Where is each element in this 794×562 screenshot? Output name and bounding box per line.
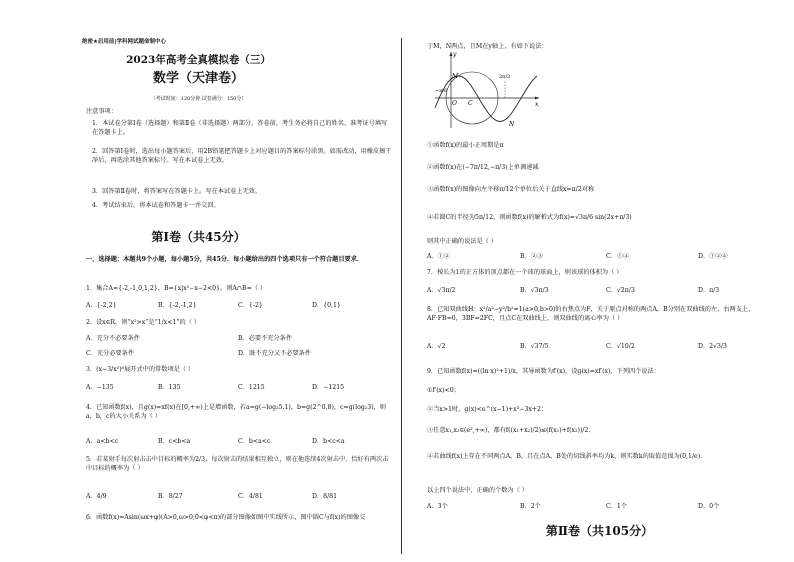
question-3-option-d: D．−1215 (312, 384, 345, 391)
label-n: N (509, 121, 515, 128)
label-o: O (452, 100, 457, 107)
question-7-stem: 7．棱长为1的正方体的顶点都在一个球的球面上，则该球的体积为（ ） (427, 269, 623, 276)
question-5-option-c: C．4/81 (238, 493, 263, 500)
part2-title: 第Ⅱ卷（共105分） (545, 524, 654, 538)
question-2-option-a: A．充分不必要条件 (86, 335, 140, 342)
question-5-option-d: D．8/81 (312, 493, 338, 500)
part1-title: 第Ⅰ卷（共45分） (151, 230, 246, 244)
question-6-stem: 6．函数f(x)=Asin(ωx+φ)(A>0,ω>0,0<φ<π)的部分图像如图中实线所示，图中圆C与f(x)的图像交 (86, 514, 366, 521)
question-3-option-a: A．−135 (86, 384, 114, 391)
question-9-option-c: C．1个 (606, 503, 628, 510)
question-2-option-d: D．既不充分又不必要条件 (238, 350, 312, 357)
question-6-continuation: 于M，N两点，且M在y轴上，有如下说法： (427, 43, 548, 50)
label-m: M (452, 73, 459, 80)
question-1-option-c: C．{-2} (238, 302, 263, 309)
notice-item-1: 1．本试卷分第Ⅰ卷（选择题）和第Ⅱ卷（非选择题）两部分。答卷前，考生务必将自己的姓名、准考证号填写在答题卡上。 (92, 120, 388, 136)
q6-item-4: ④若圆C的半径为5π/12，则函数f(x)的解析式为f(x)=√3π/6 sin(2x+π/3) (427, 214, 632, 221)
label-2pi-3: 2π/3 (499, 74, 511, 80)
exam-meta: （考试时间：120分钟 试卷满分：150分） (150, 96, 247, 102)
question-7-option-d: D．π/3 (698, 287, 720, 294)
question-2-option-c: C．充分必要条件 (86, 350, 135, 357)
q6-item-1: ①函数f(x)的最小正周期是π (427, 142, 504, 149)
notice-item-3: 3．回答第Ⅱ卷时，将答案写在答题卡上。写在本试卷上无效。 (92, 188, 262, 195)
question-7-option-b: B．√3π/3 (520, 287, 549, 294)
label-neg-pi-6: −π/6 (435, 88, 448, 94)
question-8-option-d: D．2√3/3 (698, 343, 727, 350)
q9-item-1: ①f′(x)<0； (427, 387, 460, 394)
question-2-option-b: B．必要不充分条件 (238, 335, 293, 342)
question-9-stem: 9．已知函数f(x)=((ln x)²+1)/x，其导函数为f′(x)，设g(x)=xf′(x)，下列四个说法： (427, 368, 660, 375)
question-1-option-b: B．{-2,-1,2} (158, 302, 197, 309)
question-4-option-b: B．c<b<a (158, 438, 191, 445)
q6-option-b: B．②③ (520, 253, 544, 260)
question-5-stem: 5．若某射手每次射击击中目标的概率为2/3，每次射击的结果相互独立，则在他连续4次射击中，恰好有两次击中目标的概率为（ ） (86, 456, 389, 472)
sine-curve (435, 76, 537, 122)
question-1-option-a: A．{-2,2} (86, 302, 117, 309)
question-9-option-a: A．3个 (427, 503, 448, 510)
question-7-option-c: C．√2π/3 (606, 287, 635, 294)
q6-tail: 则其中正确的说法是（ ） (427, 238, 498, 245)
question-7-option-a: A．√3π/2 (427, 287, 456, 294)
q9-item-2: ②当x>1时，g(x)<e^(x−1)+x³−3x+2； (427, 406, 548, 413)
label-c: C (468, 100, 473, 107)
question-2-stem: 2．设x∈R，则“x²>x”是“1/x<1”的（ ） (86, 319, 201, 326)
x-axis-arrow (535, 97, 539, 100)
q6-option-a: A．①② (427, 253, 451, 260)
column-divider (401, 38, 402, 554)
part1-intro: 一、选择题：本题共9个小题，每小题5分，共45分．每小题给出的四个选项只有一个符合题目要求． (86, 256, 364, 263)
q6-item-3: ③函数f(x)的图像向左平移π/12个单位后关于直线x=π/2对称 (427, 186, 595, 193)
q6-option-d: D．①②④ (698, 253, 728, 260)
question-3-stem: 3．(x−3/x²)⁶展开式中的常数项是（ ） (86, 366, 195, 373)
question-4-stem: 4．已知函数f(x)，且g(x)=xf(x)在[0,+∞)上是增函数，若a=g(−log₂5.1)，b=g(2^0.8)，c=g(log₂3)，则a，b，c的大小关系为（ ） (86, 404, 386, 420)
q9-item-4: ④若曲线f(x)上存在不同两点A，B，且在点A，B处的切线斜率均为k，则实数k的取值范围为(0,1/e)． (427, 453, 707, 460)
question-4-option-a: A．a<b<c (86, 438, 119, 445)
question-5-option-b: B．8/27 (158, 493, 183, 500)
q6-item-2: ②函数f(x)在(−7π/12,−π/3)上单调递减 (427, 164, 539, 171)
question-8-option-c: C．√10/2 (606, 343, 635, 350)
question-3-option-c: C．1215 (238, 384, 265, 391)
question-8-option-b: B．√37/5 (520, 343, 549, 350)
question-1-option-d: D．{0,1} (312, 302, 341, 309)
q9-item-3: ③任意x₁,x₂∈(e²,+∞)，都有f((x₁+x₂)/2)≤(f(x₁)+f(x₂))/2； (427, 427, 595, 434)
confidential-mark: 绝密★启用前|学科网试题命制中心 (82, 39, 166, 45)
notice-item-2: 2．回答第Ⅰ卷时，选出每小题答案后，用2B铅笔把答题卡上对应题目的答案标号涂黑。如需改动，用橡皮擦干净后，再选涂其他答案标号。写在本试卷上无效。 (92, 148, 392, 164)
q6-option-c: C．①④ (606, 253, 630, 260)
sine-graph-figure (433, 48, 543, 130)
question-4-option-d: D．b<c<a (312, 438, 345, 445)
exam-title: 2023年高考全真模拟卷（三） (126, 54, 271, 66)
question-5-option-a: A．4/9 (86, 493, 107, 500)
label-x: x (535, 101, 539, 108)
question-9-option-d: D．0个 (698, 503, 720, 510)
question-8-option-a: A．√2 (427, 343, 446, 350)
question-9-option-b: B．2个 (520, 503, 541, 510)
exam-subject: 数学（天津卷） (152, 71, 244, 86)
notice-heading: 注意事项： (86, 108, 117, 115)
label-y: y (453, 51, 457, 58)
notice-item-4: 4．考试结束后，将本试卷和答题卡一并交回。 (92, 202, 220, 209)
question-4-option-c: C．b<a<c (238, 438, 271, 445)
question-8-stem: 8．已知双曲线H：x²/a²−y²/b²=1(a>0,b>0)的右焦点为F，关于原点对称的两点A，B分别在双曲线的左、右两支上，AF·FB=0，3BF=2FC，且点C在双曲线上，则双曲线的离心率为（ ） (427, 306, 755, 322)
question-1-stem: 1．集合A={-2,-1,0,1,2}，B={x|x²−x−2<0}，则A∩B=（ ） (86, 285, 267, 292)
q9-tail: 以上四个说法中，正确的个数为（ ） (427, 487, 528, 494)
question-3-option-b: B．135 (158, 384, 181, 391)
